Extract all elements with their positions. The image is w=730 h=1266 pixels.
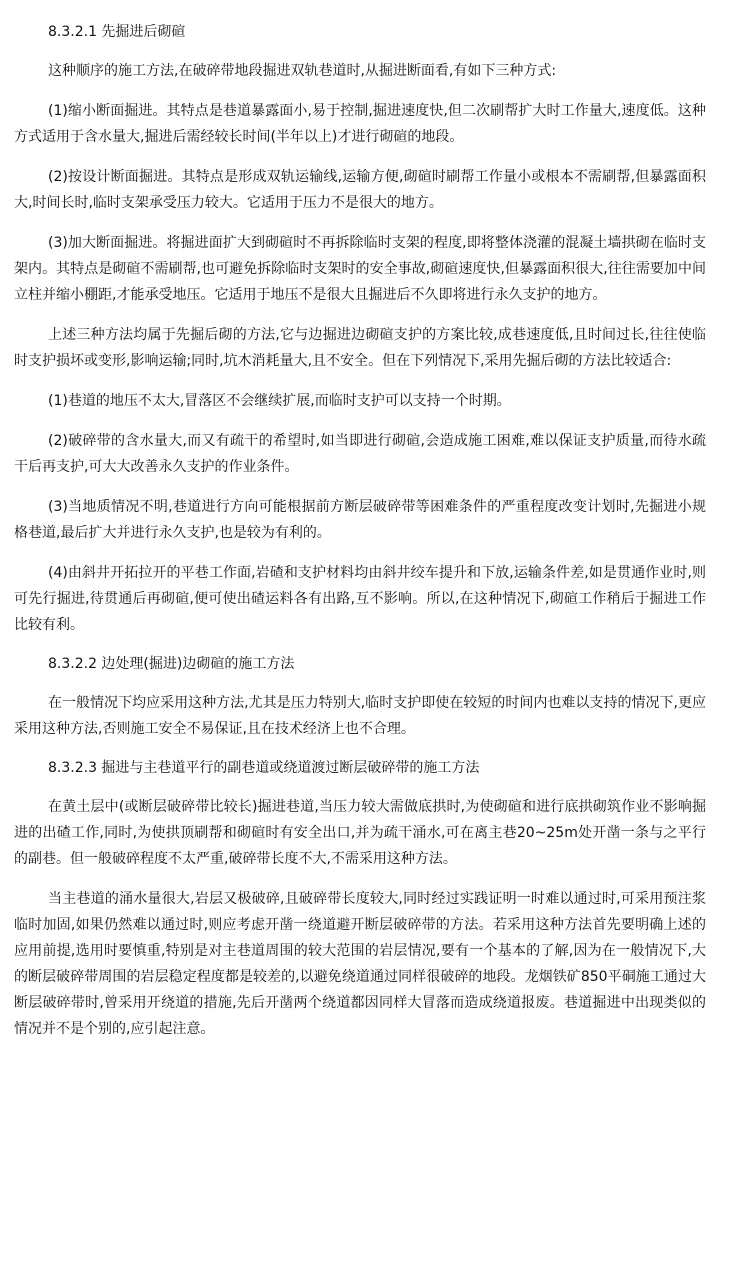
paragraph: (4)由斜井开拓拉开的平巷工作面,岩碴和支护材料均由斜井绞车提升和下放,运输条件差,如是贯通作业时,则可先行掘进,待贯通后再砌碹,便可使出碴运料各有出路,互不影响。所以,在这种情况下,砌碹工作稍后于掘进工作比较有利。 — [14, 565, 706, 633]
paragraph: (1)巷道的地压不太大,冒落区不会继续扩展,而临时支护可以支持一个时期。 — [48, 393, 511, 409]
paragraph: (2)按设计断面掘进。其特点是形成双轨运输线,运输方便,砌碹时刷帮工作量小或根本不需刷帮,但暴露面积大,时间长时,临时支架承受压力较大。它适用于压力不是很大的地方。 — [14, 169, 706, 211]
paragraph: 当主巷道的涌水量很大,岩层又极破碎,且破碎带长度较大,同时经过实践证明一时难以通过时,可采用预注浆临时加固,如果仍然难以通过时,则应考虑开凿一绕道避开断层破碎带的方法。若采用这种方法首先要明确上述的应用前提,选用时要慎重,特别是对主巷道周围的较大范围的岩层情况,要有一个基本的了解,因为在一般情况下,大的断层破碎带周围的岩层稳定程度都是较差的,以避免绕道通过同样很破碎的地段。龙烟铁矿850平硐施工通过大断层破碎带时,曾采用开绕道的措施,先后开凿两个绕道都因同样大冒落而造成绕道报废。巷道掘进中出现类似的情况并不是个别的,应引起注意。 — [14, 891, 706, 1037]
paragraph: 在一般情况下均应采用这种方法,尤其是压力特别大,临时支护即使在较短的时间内也难以支持的情况下,更应采用这种方法,否则施工安全不易保证,且在技术经济上也不合理。 — [14, 695, 706, 737]
paragraph: (2)破碎带的含水量大,而又有疏干的希望时,如当即进行砌碹,会造成施工困难,难以保证支护质量,而待水疏干后再支护,可大大改善永久支护的作业条件。 — [14, 433, 706, 475]
paragraph: 在黄土层中(或断层破碎带比较长)掘进巷道,当压力较大需做底拱时,为使砌碹和进行底拱砌筑作业不影响掘进的出碴工作,同时,为使拱顶刷帮和砌碹时有安全出口,并为疏干涌水,可在离主巷20~25m处开凿一条与之平行的副巷。但一般破碎程度不太严重,破碎带长度不大,不需采用这种方法。 — [14, 799, 706, 867]
section-heading: 8.3.2.1 先掘进后砌碹 — [48, 24, 186, 40]
paragraph: (3)加大断面掘进。将掘进面扩大到砌碹时不再拆除临时支架的程度,即将整体浇灌的混凝土墙拱砌在临时支架内。其特点是砌碹不需刷帮,也可避免拆除临时支架时的安全事故,砌碹速度快,但暴露面积很大,往往需要加中间立柱并缩小棚距,才能承受地压。它适用于地压不是很大且掘进后不久即将进行永久支护的地方。 — [14, 235, 706, 303]
paragraph: 这种顺序的施工方法,在破碎带地段掘进双轨巷道时,从掘进断面看,有如下三种方式: — [48, 63, 557, 79]
section-8-3-2-3 — [14, 756, 706, 1042]
paragraph: (3)当地质情况不明,巷道进行方向可能根据前方断层破碎带等困难条件的严重程度改变计划时,先掘进小规格巷道,最后扩大并进行永久支护,也是较为有利的。 — [14, 499, 706, 541]
paragraph: 上述三种方法均属于先掘后砌的方法,它与边掘进边砌碹支护的方案比较,成巷速度低,且时间过长,往往使临时支护损坏或变形,影响运输;同时,坑木消耗量大,且不安全。但在下列情况下,采用先掘后砌的方法比较适合: — [14, 327, 706, 369]
paragraph: (1)缩小断面掘进。其特点是巷道暴露面小,易于控制,掘进速度快,但二次刷帮扩大时工作量大,速度低。这种方式适用于含水量大,掘进后需经较长时间(半年以上)才进行砌碹的地段。 — [14, 103, 706, 145]
section-heading: 8.3.2.2 边处理(掘进)边砌碹的施工方法 — [48, 656, 295, 672]
section-8-3-2-2 — [14, 652, 706, 742]
section-8-3-2-1 — [14, 20, 706, 638]
section-heading: 8.3.2.3 掘进与主巷道平行的副巷道或绕道渡过断层破碎带的施工方法 — [48, 760, 480, 776]
